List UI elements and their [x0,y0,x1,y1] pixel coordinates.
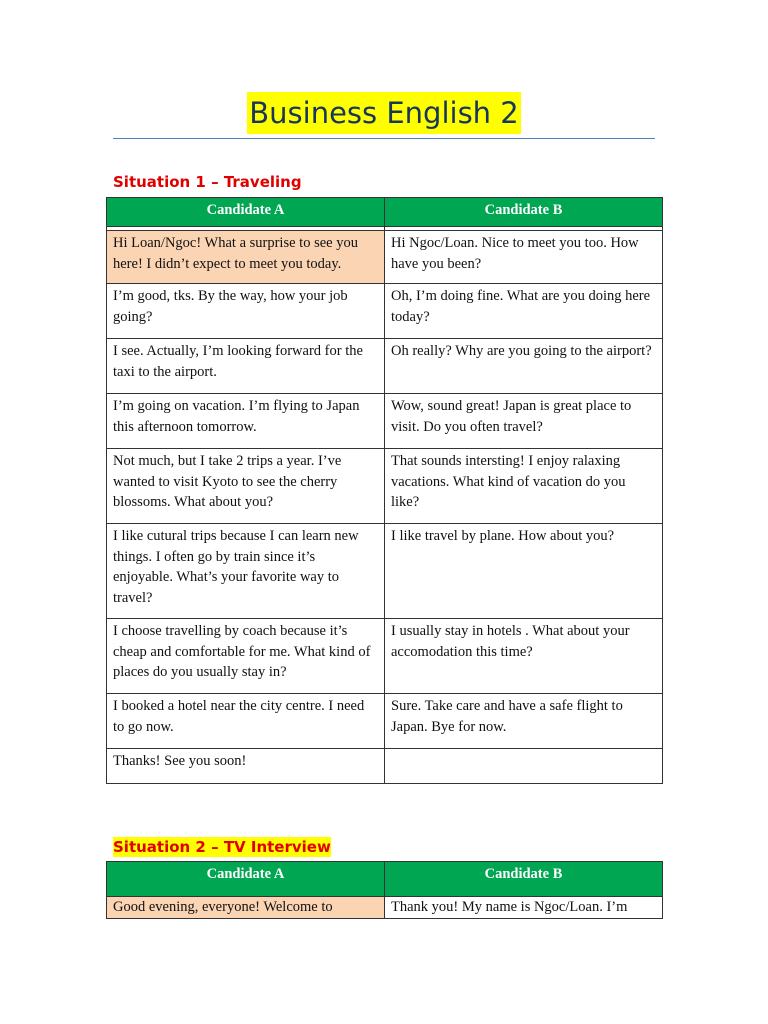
column-header-candidate-b: Candidate B [385,198,663,227]
cell-candidate-b: That sounds intersting! I enjoy ralaxing vacations. What kind of vacation do you like? [385,449,663,524]
table-header-row [107,862,663,897]
cell-candidate-b: I like travel by plane. How about you? [385,524,663,619]
situation-1-table [106,197,663,784]
cell-candidate-b [385,749,663,784]
cell-candidate-b: Oh, I’m doing fine. What are you doing here today? [385,284,663,339]
cell-candidate-b: Thank you! My name is Ngoc/Loan. I’m [385,897,663,919]
table-row [107,394,663,449]
cell-candidate-b: Sure. Take care and have a safe flight to Japan. Bye for now. [385,694,663,749]
table-header-row [107,198,663,227]
table-row [107,619,663,694]
table-row [107,749,663,784]
cell-candidate-a: Not much, but I take 2 trips a year. I’ve wanted to visit Kyoto to see the cherry blossoms. What about you? [107,449,385,524]
situation-1-heading: Situation 1 – Traveling [113,173,302,191]
table-row [107,339,663,394]
table-row [107,897,663,919]
cell-candidate-a: Hi Loan/Ngoc! What a surprise to see you here! I didn’t expect to meet you today. [107,231,385,284]
column-header-candidate-a: Candidate A [107,862,385,897]
table-row [107,524,663,619]
title-underline [113,138,655,139]
situation-2-heading: Situation 2 – TV Interview [113,838,331,856]
table-row [107,284,663,339]
cell-candidate-a: Thanks! See you soon! [107,749,385,784]
table-row [107,449,663,524]
cell-candidate-b: Wow, sound great! Japan is great place to visit. Do you often travel? [385,394,663,449]
document-title: Business English 2 [247,92,520,134]
column-header-candidate-a: Candidate A [107,198,385,227]
column-header-candidate-b: Candidate B [385,862,663,897]
situation-2-table [106,861,663,919]
cell-candidate-b: I usually stay in hotels . What about your accomodation this time? [385,619,663,694]
cell-candidate-a: I choose travelling by coach because it’s cheap and comfortable for me. What kind of places do you usually stay in? [107,619,385,694]
table-row [107,231,663,284]
cell-candidate-a: Good evening, everyone! Welcome to [107,897,385,919]
cell-candidate-a: I’m good, tks. By the way, how your job going? [107,284,385,339]
cell-candidate-a: I see. Actually, I’m looking forward for the taxi to the airport. [107,339,385,394]
table-row [107,694,663,749]
cell-candidate-a: I booked a hotel near the city centre. I need to go now. [107,694,385,749]
cell-candidate-a: I like cutural trips because I can learn new things. I often go by train since it’s enjoyable. What’s your favorite way to travel? [107,524,385,619]
cell-candidate-a: I’m going on vacation. I’m flying to Japan this afternoon tomorrow. [107,394,385,449]
cell-candidate-b: Hi Ngoc/Loan. Nice to meet you too. How have you been? [385,231,663,284]
cell-candidate-b: Oh really? Why are you going to the airport? [385,339,663,394]
